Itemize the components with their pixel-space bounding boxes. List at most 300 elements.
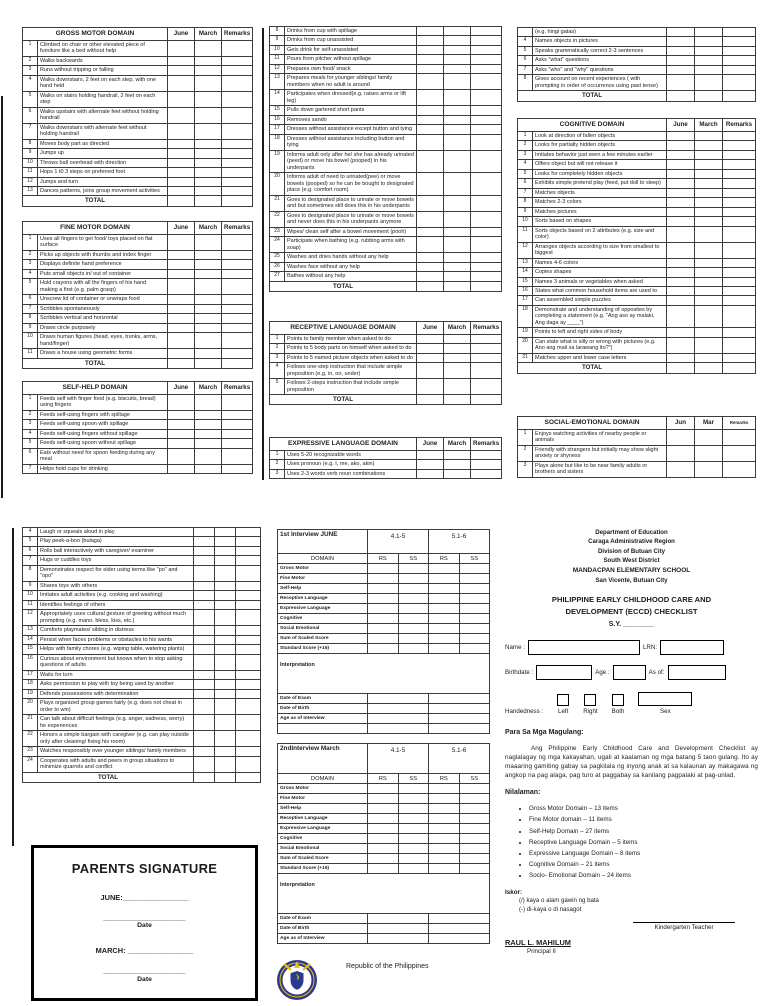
score-cell-march <box>195 168 222 177</box>
score-cell <box>459 854 490 864</box>
score-cell-june <box>417 74 444 90</box>
item-number: 21 <box>518 353 533 362</box>
score-cell-june <box>168 314 195 323</box>
item-number: 14 <box>270 90 285 106</box>
score-cell-march <box>195 394 222 410</box>
score-cell-june <box>168 260 195 269</box>
score-cell-jun <box>667 461 695 477</box>
remarks-cell <box>471 90 502 106</box>
both-checkbox <box>612 694 624 706</box>
score-cell-jun <box>194 600 215 609</box>
item-number: 18 <box>270 134 285 150</box>
checklist-row <box>270 450 502 459</box>
score-cell-june <box>667 207 695 216</box>
checklist-row <box>270 125 502 134</box>
left-label: Left <box>558 707 569 715</box>
both-label: Both <box>611 707 625 715</box>
table-header-row <box>270 322 502 335</box>
score-cell-june <box>417 115 444 124</box>
remarks-cell <box>222 40 253 56</box>
score-cell-march <box>695 131 723 140</box>
score-cell-june <box>168 429 195 438</box>
total-row <box>518 91 756 101</box>
item-text: Comforts playmates/ sibling in distress <box>38 626 194 635</box>
empty-row <box>278 724 490 734</box>
remarks-cell <box>723 277 756 286</box>
score-cell <box>398 834 429 844</box>
checklist-row <box>23 528 261 537</box>
item-number: 12 <box>23 177 38 186</box>
item-text: Goes to designated place to urinate or move bowels and but sometimes still does this in his underpants <box>285 195 417 211</box>
domain-header: DOMAIN <box>278 774 368 784</box>
score-cell-june <box>417 379 444 395</box>
item-text: Walks upstairs with alternate feet without holding handrail <box>38 107 168 123</box>
item-text: Drinks from cup with spillage <box>285 27 417 36</box>
item-text: Imitates behavior just seen a few minutes earlier <box>533 150 667 159</box>
domain-label: Self-Help <box>278 804 368 814</box>
item-text: Hugs or cuddles toys <box>38 556 194 565</box>
score-cell-march <box>444 134 471 150</box>
checklist-row <box>23 635 261 644</box>
score-cell-june <box>667 150 695 159</box>
remarks-cell <box>236 635 261 644</box>
checklist-row <box>270 27 502 36</box>
document-title <box>505 594 758 629</box>
remarks-cell <box>471 195 502 211</box>
item-number: 8 <box>270 27 285 36</box>
sex-label: Sex <box>660 707 671 715</box>
checklist-row <box>518 37 756 46</box>
item-number: 2 <box>23 410 38 419</box>
item-text: Points to 5 named picture objects when asked to do <box>285 353 417 362</box>
score-cell-march <box>444 262 471 271</box>
scoring-legend <box>505 889 758 914</box>
date-label: Date <box>137 922 152 930</box>
score-cell-june <box>168 66 195 75</box>
left-checkbox <box>557 694 569 706</box>
score-cell-march <box>444 90 471 106</box>
score-cell-june <box>667 56 695 65</box>
remarks-cell <box>471 173 502 195</box>
item-number: 9 <box>23 581 38 590</box>
handedness-row <box>505 692 758 715</box>
remarks-cell <box>471 379 502 395</box>
item-text: Runs without tripping or falling <box>38 66 168 75</box>
score-cell <box>398 624 429 634</box>
remarks-cell <box>471 27 502 36</box>
date-cell <box>429 694 490 704</box>
score-cell-mar <box>215 670 236 679</box>
school-year-line: S.Y. ________ <box>608 620 655 628</box>
scoring-heading: Iskor: <box>505 888 523 896</box>
table-title: COGNITIVE DOMAIN <box>518 119 667 132</box>
remarks-cell <box>222 333 253 349</box>
checklist-row <box>270 74 502 90</box>
item-number: 20 <box>270 173 285 195</box>
score-cell <box>368 564 399 574</box>
checklist-row <box>23 581 261 590</box>
score-cell-june <box>417 36 444 45</box>
item-text: Gets drink for self-unassisted <box>285 45 417 54</box>
score-cell-march <box>695 207 723 216</box>
score-cell <box>368 584 399 594</box>
score-cell <box>368 844 399 854</box>
column-header-march: March <box>195 382 222 395</box>
score-cell-march <box>695 353 723 362</box>
item-text: Feeds self-using spoon with spillage <box>38 420 168 429</box>
remarks-cell <box>222 269 253 278</box>
item-number: 18 <box>23 680 38 689</box>
checklist-row <box>518 150 756 159</box>
score-cell-june <box>168 139 195 148</box>
contents-item: • Gross Motor Domain – 13 items <box>529 803 758 814</box>
remarks-cell <box>222 410 253 419</box>
remarks-cell <box>723 461 756 477</box>
name-lrn-row <box>505 640 758 655</box>
item-text: Walks on stairs holding handrail, 2 feet on each step <box>38 91 168 107</box>
item-number: 9 <box>270 36 285 45</box>
score-cell <box>398 844 429 854</box>
item-number: 4 <box>23 269 38 278</box>
column-header-march: March <box>695 119 723 132</box>
item-text: Walks backwards <box>38 56 168 65</box>
score-cell-march <box>444 272 471 281</box>
school-header-line: South West District <box>603 557 660 565</box>
item-text: Plays organized group games fairly (e.g. does not cheat in order to win) <box>38 699 194 715</box>
item-number: 15 <box>23 645 38 654</box>
item-text: Names 3 animals or vegetables when asked <box>533 277 667 286</box>
signature-line <box>633 922 735 923</box>
score-cell-jun <box>194 581 215 590</box>
checklist-row <box>23 269 253 278</box>
score-cell <box>368 634 399 644</box>
item-text: Feeds self with finger food (e.g. biscuits, bread) using fingers <box>38 394 168 410</box>
date-cell <box>429 914 490 924</box>
checklist-row <box>270 334 502 343</box>
checklist-row <box>23 565 261 581</box>
remarks-cell <box>471 45 502 54</box>
domain-label: Standard Score (+15) <box>278 864 368 874</box>
remarks-cell <box>471 469 502 478</box>
interview-title: 1st Interview JUNE <box>278 530 368 554</box>
score-cell-jun <box>194 610 215 626</box>
remarks-cell <box>723 75 756 91</box>
school-header-line: Division of Butuan City <box>597 547 666 555</box>
item-number: 8 <box>23 314 38 323</box>
age-range: 5.1-6 <box>429 744 490 774</box>
remarks-cell <box>222 75 253 91</box>
item-number: 8 <box>23 139 38 148</box>
score-cell-march <box>195 91 222 107</box>
item-number: 16 <box>270 115 285 124</box>
domain-score-row <box>278 634 490 644</box>
item-text: Draws circle purposely <box>38 323 168 332</box>
total-row <box>23 772 261 782</box>
checklist-row <box>270 353 502 362</box>
score-cell-march <box>695 287 723 296</box>
score-cell <box>368 864 399 874</box>
score-cell-march <box>195 107 222 123</box>
score-cell-jun <box>194 645 215 654</box>
checklist-row <box>23 689 261 698</box>
item-number: 9 <box>23 323 38 332</box>
checklist-row <box>23 680 261 689</box>
remarks-cell <box>723 226 756 242</box>
score-cell <box>459 844 490 854</box>
score-cell-march <box>695 188 723 197</box>
score-cell <box>459 824 490 834</box>
item-number: 5 <box>23 279 38 295</box>
score-cell-june <box>168 107 195 123</box>
score-cell-june <box>667 37 695 46</box>
item-number: 2 <box>518 141 533 150</box>
column-header-march: March <box>195 28 222 41</box>
date-row-label: Date of Birth <box>278 924 368 934</box>
item-number: 4 <box>23 75 38 91</box>
item-text: Puts small objects in/ out of container <box>38 269 168 278</box>
item-text: Informs adult of need to urinated(pee) or move bowels (pooped) so he can be bought to designated place (e.g. comfort room) <box>285 173 417 195</box>
remarks-cell <box>723 207 756 216</box>
score-cell <box>368 854 399 864</box>
score-cell-june <box>168 158 195 167</box>
item-number: 1 <box>518 429 533 445</box>
item-text: Uses all fingers to get food/ toys placed on flat surface <box>38 234 168 250</box>
remarks-cell <box>471 334 502 343</box>
score-cell-jun <box>194 689 215 698</box>
score-cell-june <box>667 296 695 305</box>
parents-signature-title: PARENTS SIGNATURE <box>71 861 218 876</box>
item-number: 17 <box>518 296 533 305</box>
item-number: 11 <box>23 349 38 358</box>
checklist-row <box>23 756 261 772</box>
score-cell-mar <box>215 556 236 565</box>
score-cell <box>459 594 490 604</box>
remarks-cell <box>222 177 253 186</box>
remarks-cell <box>222 149 253 158</box>
column-header-remarks: Remarks <box>222 28 253 41</box>
date-row-label: Age as of Interview <box>278 714 368 724</box>
checklist-row <box>23 747 261 756</box>
domain-header: DOMAIN <box>278 554 368 564</box>
score-cell-june <box>168 448 195 464</box>
score-cell-mar <box>215 591 236 600</box>
score-cell-march <box>695 179 723 188</box>
score-cell-march <box>444 469 471 478</box>
domain-label: Expressive Language <box>278 604 368 614</box>
remarks-cell <box>723 198 756 207</box>
remarks-cell <box>471 125 502 134</box>
score-cell-june <box>417 45 444 54</box>
scan-artifact-line <box>1 96 3 498</box>
item-number: 3 <box>23 66 38 75</box>
item-number: 1 <box>270 450 285 459</box>
item-text: Dresses without assistance except button and tying <box>285 125 417 134</box>
item-number: 22 <box>270 211 285 227</box>
remarks-cell <box>723 131 756 140</box>
item-number: 26 <box>270 262 285 271</box>
item-number: 7 <box>518 188 533 197</box>
checklist-row <box>270 173 502 195</box>
item-number: 1 <box>518 131 533 140</box>
remarks-cell <box>723 328 756 337</box>
score-cell-june <box>417 64 444 73</box>
domain-label: Fine Motor <box>278 574 368 584</box>
score-cell-march <box>444 55 471 64</box>
domain-score-row <box>278 564 490 574</box>
score-cell-june <box>667 242 695 258</box>
column-header-june: June <box>168 28 195 41</box>
remarks-cell <box>723 28 756 37</box>
score-cell-march <box>195 464 222 473</box>
table-title: GROSS MOTOR DOMAIN <box>23 28 168 41</box>
score-cell-march <box>444 173 471 195</box>
item-text: Climbed on chair or other elevated piece of furniture like a bed without help <box>38 40 168 56</box>
item-number: 13 <box>518 258 533 267</box>
score-cell <box>368 784 399 794</box>
score-cell-mar <box>695 445 723 461</box>
domain-label: Receptive Language <box>278 594 368 604</box>
item-number: 5 <box>518 169 533 178</box>
checklist-row <box>23 645 261 654</box>
item-text: Prepares own food/ snack <box>285 64 417 73</box>
score-cell <box>368 594 399 604</box>
contents-item: • Self-Help Domain – 27 items <box>529 826 758 837</box>
score-cell-march <box>195 304 222 313</box>
score-cell-march <box>195 196 222 206</box>
total-row <box>270 281 502 291</box>
score-cell <box>459 864 490 874</box>
score-cell-june <box>417 211 444 227</box>
score-cell-june <box>168 40 195 56</box>
item-text: Goes to designated place to urinate or move bowels and never does this in his underpants anymore <box>285 211 417 227</box>
checklist-row <box>270 195 502 211</box>
checklist-row <box>23 537 261 546</box>
domain-score-row <box>278 794 490 804</box>
item-number: 2 <box>270 344 285 353</box>
remarks-cell <box>471 262 502 271</box>
remarks-cell <box>222 420 253 429</box>
total-label: TOTAL <box>23 196 168 206</box>
score-cell-mar <box>215 610 236 626</box>
remarks-cell <box>471 106 502 115</box>
score-cell-june <box>667 131 695 140</box>
checklist-row <box>23 158 253 167</box>
item-number: 13 <box>23 187 38 196</box>
column-header-remarks: Remarks <box>723 417 756 430</box>
checklist-row <box>23 260 253 269</box>
remarks-cell <box>222 349 253 358</box>
item-number: 27 <box>270 272 285 281</box>
checklist-row <box>518 353 756 362</box>
checklist-row <box>270 460 502 469</box>
item-text: Points to family member when asked to do <box>285 334 417 343</box>
remarks-cell <box>723 65 756 74</box>
birthdate-label: Birthdate : <box>505 668 534 676</box>
remarks-cell <box>723 37 756 46</box>
item-text: Scribbles vertical and horizontal <box>38 314 168 323</box>
item-text: Names 4-6 colors <box>533 258 667 267</box>
item-number: 12 <box>270 64 285 73</box>
checklist-row <box>23 187 253 196</box>
score-cell-mar <box>215 756 236 772</box>
contents-item: • Receptive Language Domain – 5 items <box>529 837 758 848</box>
item-number: 1 <box>23 394 38 410</box>
total-label: TOTAL <box>270 395 417 405</box>
remarks-cell <box>222 279 253 295</box>
score-cell-march <box>195 158 222 167</box>
checklist-row <box>518 65 756 74</box>
column-header-june: June <box>417 438 444 451</box>
lrn-field-box <box>660 640 724 655</box>
remarks-cell <box>723 445 756 461</box>
checklist-row <box>23 410 253 419</box>
table-header-row <box>23 28 253 41</box>
score-cell-jun <box>194 747 215 756</box>
score-cell-june <box>667 141 695 150</box>
ss-header: SS <box>459 554 490 564</box>
score-cell-march <box>195 66 222 75</box>
score-cell-jun <box>194 556 215 565</box>
cognitive-table <box>517 118 756 374</box>
score-cell-june <box>417 262 444 271</box>
item-text: Draws a house using geometric forms <box>38 349 168 358</box>
item-number: 5 <box>270 379 285 395</box>
remarks-cell <box>471 460 502 469</box>
score-cell-june <box>417 173 444 195</box>
score-cell-march <box>444 334 471 343</box>
date-cell <box>368 924 429 934</box>
score-cell-march <box>195 295 222 304</box>
remarks-cell <box>236 528 261 537</box>
self-help-table-1 <box>22 381 253 474</box>
item-text: Looks for partially hidden objects <box>533 141 667 150</box>
item-number: 13 <box>23 626 38 635</box>
score-cell-june <box>417 460 444 469</box>
item-text: Friendly with strangers but initially may show slight anxiety or shyness <box>533 445 667 461</box>
score-cell-march <box>444 460 471 469</box>
item-number: 6 <box>518 179 533 188</box>
score-cell <box>459 794 490 804</box>
checklist-row <box>23 420 253 429</box>
remarks-cell <box>236 610 261 626</box>
remarks-cell <box>222 168 253 177</box>
remarks-cell <box>222 187 253 196</box>
score-cell-june <box>168 304 195 313</box>
name-label: Name : <box>505 643 525 651</box>
item-number: 18 <box>518 305 533 327</box>
checklist-row <box>23 56 253 65</box>
age-range: 5.1-6 <box>429 530 490 554</box>
item-text: Participates when dressed(e.g. raises arms or lift leg) <box>285 90 417 106</box>
checklist-row <box>23 600 261 609</box>
remarks-cell <box>723 296 756 305</box>
score-cell-march <box>444 227 471 236</box>
checklist-row <box>518 217 756 226</box>
score-cell <box>398 604 429 614</box>
table-header-row <box>23 222 253 235</box>
checklist-row <box>270 45 502 54</box>
remarks-cell <box>471 227 502 236</box>
item-number: 4 <box>518 37 533 46</box>
score-cell-june <box>168 394 195 410</box>
score-cell-june <box>168 410 195 419</box>
score-cell <box>459 814 490 824</box>
domain-score-row <box>278 784 490 794</box>
checklist-row <box>23 591 261 600</box>
score-cell <box>429 844 460 854</box>
item-text: Sorts objects based on 2 attributes (e.g. size and color) <box>533 226 667 242</box>
domain-label: Social Emotional <box>278 844 368 854</box>
